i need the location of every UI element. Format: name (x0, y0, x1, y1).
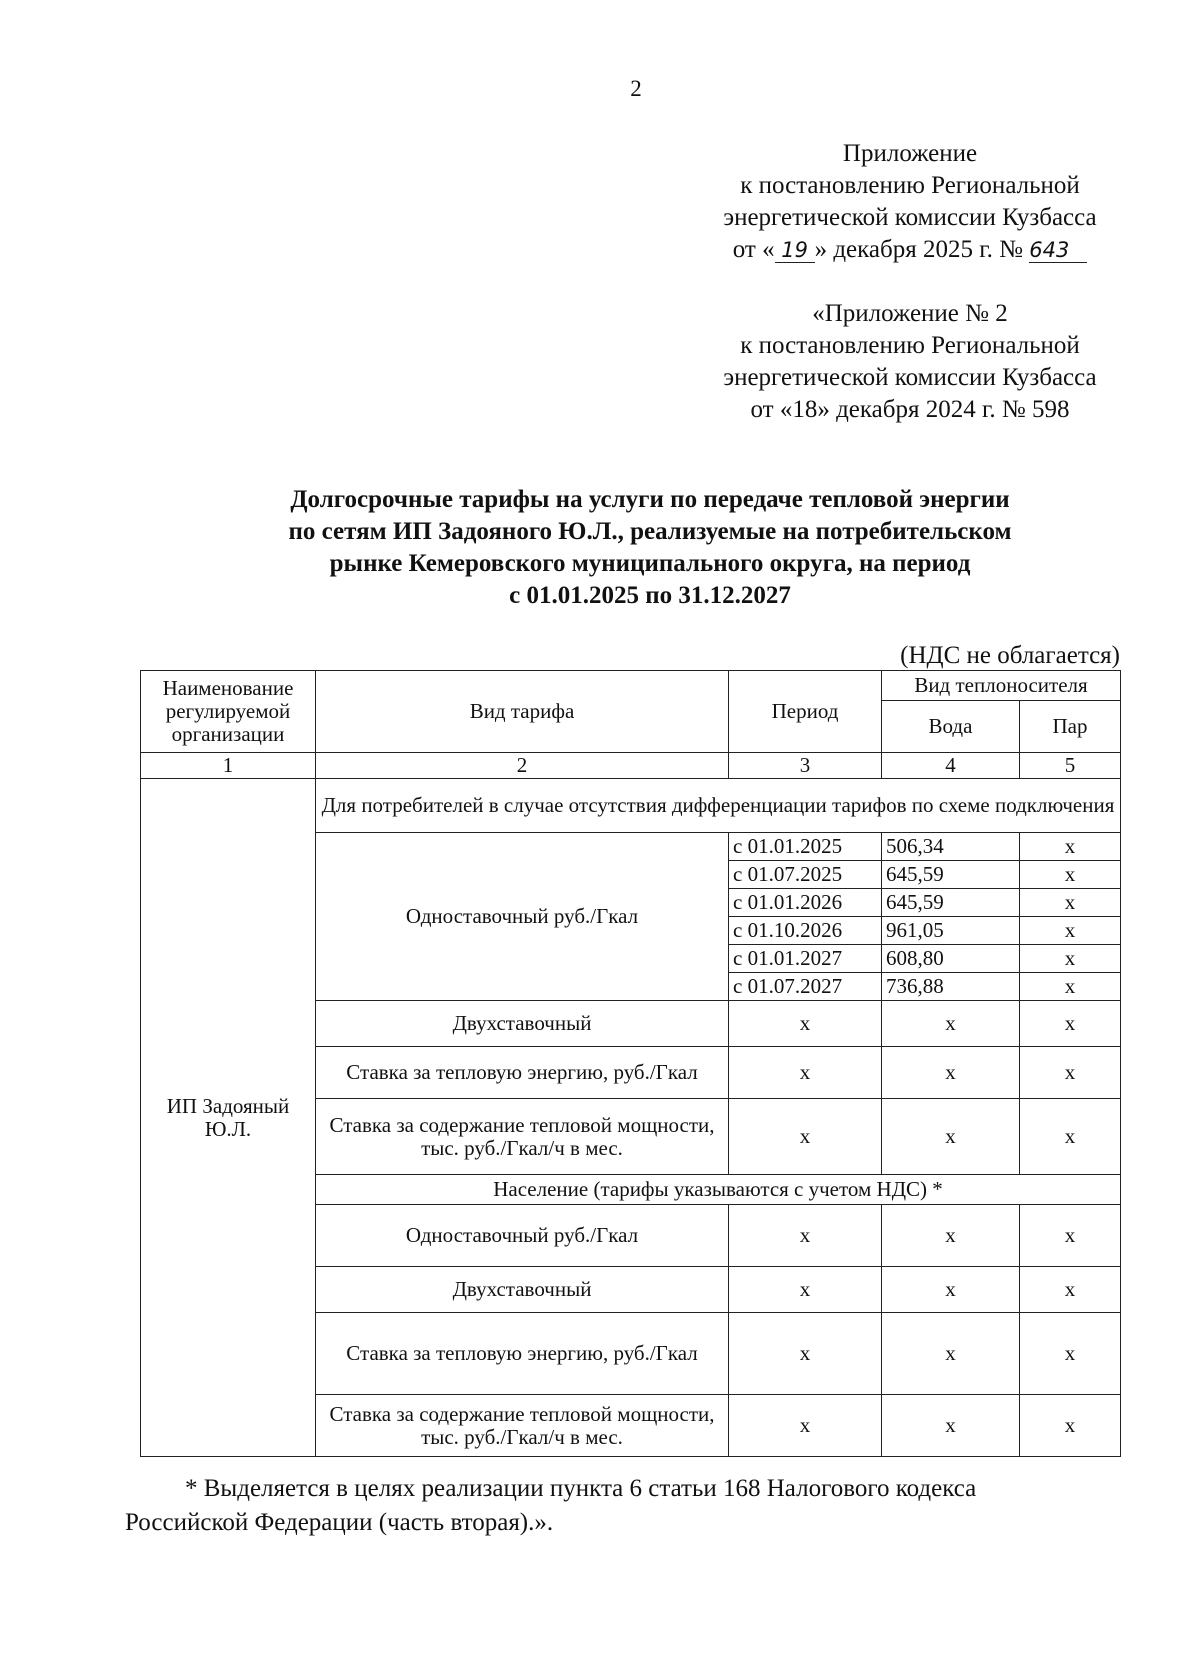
water-value: 645,59 (882, 861, 1020, 889)
title-line: Долгосрочные тарифы на услуги по передаче тепловой энергии (290, 486, 1010, 513)
water-value: 506,34 (882, 833, 1020, 861)
steam-value: х (1020, 1205, 1121, 1267)
steam-value: х (1020, 833, 1121, 861)
date-middle: » декабря 2025 г. № (814, 236, 1024, 263)
period-cell: х (729, 1099, 882, 1175)
period-cell: х (729, 1313, 882, 1395)
steam-value: х (1020, 861, 1121, 889)
water-value: х (882, 1001, 1020, 1047)
period-cell: х (729, 1001, 882, 1047)
header-steam: Пар (1020, 701, 1121, 753)
header-tariff-type: Вид тарифа (316, 671, 729, 753)
steam-value: х (1020, 945, 1121, 973)
period-cell: х (729, 1267, 882, 1313)
water-value: х (882, 1047, 1020, 1099)
footnote (125, 1472, 1145, 1540)
document-title (180, 484, 1120, 612)
footnote-line: Российской Федерации (часть вторая).». (125, 1509, 554, 1536)
period-cell: х (729, 1395, 882, 1457)
period-cell: с 01.01.2025 (729, 833, 882, 861)
period-cell: с 01.01.2026 (729, 889, 882, 917)
period-cell: с 01.07.2025 (729, 861, 882, 889)
steam-value: х (1020, 1047, 1121, 1099)
period-cell: с 01.01.2027 (729, 945, 882, 973)
period-cell: х (729, 1205, 882, 1267)
period-cell: с 01.10.2026 (729, 917, 882, 945)
title-line: рынке Кемеровского муниципального округа, на период (329, 550, 971, 577)
tariff-label: Двухставочный (316, 1001, 729, 1047)
tariff-label: Ставка за тепловую энергию, руб./Гкал (316, 1313, 729, 1395)
appendix2-header-line: к постановлению Региональной (740, 332, 1080, 359)
title-line: с 01.01.2025 по 31.12.2027 (509, 582, 791, 609)
col-number: 4 (882, 753, 1020, 779)
appendix2-header-line: «Приложение № 2 (812, 300, 1008, 327)
water-value: х (882, 1395, 1020, 1457)
section2-title: Население (тарифы указываются с учетом НДС) * (316, 1175, 1121, 1205)
steam-value: х (1020, 1001, 1121, 1047)
appendix-date-line (680, 234, 1140, 266)
col-number: 2 (316, 753, 729, 779)
water-value: 961,05 (882, 917, 1020, 945)
handwritten-number: 643 (1029, 238, 1070, 262)
title-line: по сетям ИП Задояного Ю.Л., реализуемые на потребительском (288, 518, 1012, 545)
steam-value: х (1020, 1099, 1121, 1175)
col-number: 3 (729, 753, 882, 779)
tariff-label: Ставка за тепловую энергию, руб./Гкал (316, 1047, 729, 1099)
header-carrier: Вид теплоносителя (882, 671, 1121, 701)
water-value: х (882, 1267, 1020, 1313)
appendix2-header-line: энергетической комиссии Кузбасса (723, 364, 1097, 391)
page-number: 2 (630, 76, 642, 101)
appendix-header (680, 138, 1140, 266)
tariff-label: Ставка за содержание тепловой мощности, тыс. руб./Гкал/ч в мес. (316, 1395, 729, 1457)
period-cell: с 01.07.2027 (729, 973, 882, 1001)
header-period: Период (729, 671, 882, 753)
appendix-header-line: Приложение (842, 140, 978, 167)
header-org: Наименование регулируемой организации (141, 671, 316, 753)
footnote-line: * Выделяется в целях реализации пункта 6 статьи 168 Налогового кодекса (185, 1475, 977, 1502)
steam-value: х (1020, 917, 1121, 945)
vat-note: (НДС не облагается) (900, 642, 1120, 669)
appendix-header-line: к постановлению Региональной (740, 172, 1080, 199)
appendix2-header (680, 298, 1140, 426)
col-number: 5 (1020, 753, 1121, 779)
steam-value: х (1020, 889, 1121, 917)
water-value: х (882, 1205, 1020, 1267)
steam-value: х (1020, 1313, 1121, 1395)
appendix-header-line: энергетической комиссии Кузбасса (723, 204, 1097, 231)
tariff-label: Ставка за содержание тепловой мощности, тыс. руб./Гкал/ч в мес. (316, 1099, 729, 1175)
water-value: х (882, 1313, 1020, 1395)
tariff-label: Одноставочный руб./Гкал (316, 1205, 729, 1267)
steam-value: х (1020, 973, 1121, 1001)
single-rate-label: Одноставочный руб./Гкал (316, 833, 729, 1001)
steam-value: х (1020, 1267, 1121, 1313)
water-value: 645,59 (882, 889, 1020, 917)
section1-title: Для потребителей в случае отсутствия дифференциации тарифов по схеме подключения (316, 779, 1121, 833)
appendix2-header-line: от «18» декабря 2024 г. № 598 (750, 396, 1070, 423)
tariff-label: Двухставочный (316, 1267, 729, 1313)
header-water: Вода (882, 701, 1020, 753)
period-cell: х (729, 1047, 882, 1099)
water-value: 608,80 (882, 945, 1020, 973)
handwritten-day: 19 (781, 238, 808, 262)
water-value: х (882, 1099, 1020, 1175)
col-number: 1 (141, 753, 316, 779)
date-prefix: от « (732, 236, 775, 263)
water-value: 736,88 (882, 973, 1020, 1001)
tariff-table (140, 670, 1121, 1457)
organization-name: ИП Задояный Ю.Л. (141, 779, 316, 1457)
steam-value: х (1020, 1395, 1121, 1457)
